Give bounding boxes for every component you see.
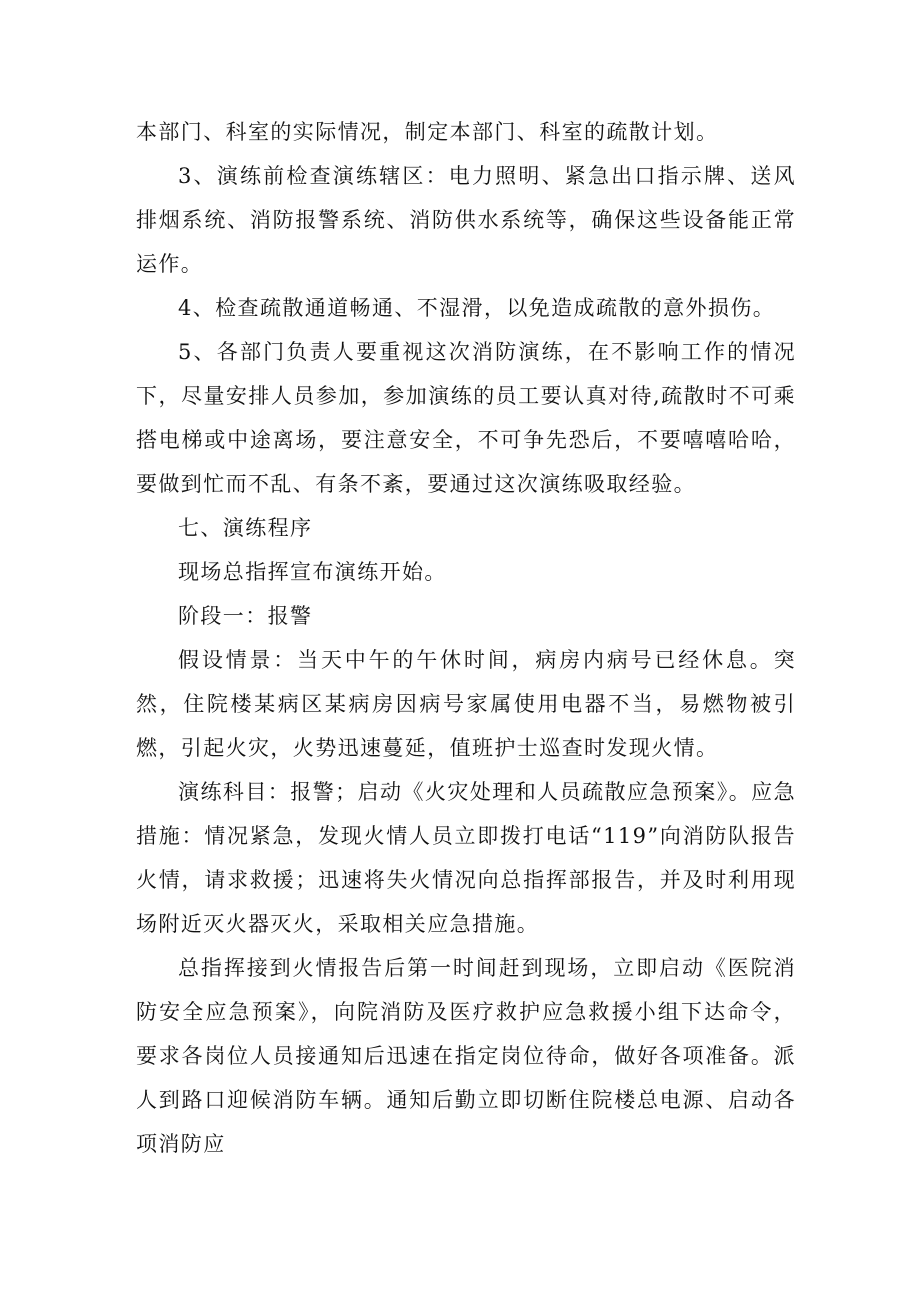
section-heading-drill-procedure: 七、演练程序 — [178, 516, 313, 540]
document-body — [136, 110, 796, 1166]
paragraph-item-4-check-evacuation-route: 4、检查疏散通道畅通、不湿滑，以免造成疏散的意外损伤。 — [178, 296, 776, 320]
paragraph-drill-start: 现场总指挥宣布演练开始。 — [178, 560, 447, 584]
paragraph-item-5-department-heads: 5、各部门负责人要重视这次消防演练，在不影响工作的情况下，尽量安排人员参加，参加演练的员工要认真对待,疏散时不可乘搭电梯或中途离场，要注意安全，不可争先恐后，不要嘻嘻哈哈，要做到忙而不乱、有条不紊，要通过这次演练吸取经验。 — [136, 340, 796, 496]
stage-heading-alarm: 阶段一：报警 — [178, 604, 313, 628]
paragraph-drill-subject: 演练科目：报警；启动《火灾处理和人员疏散应急预案》。应急措施：情况紧急，发现火情人员立即拨打电话“119”向消防队报告火情，请求救援；迅速将失火情况向总指挥部报告，并及时利用现场附近灭火器灭火，采取相关应急措施。 — [136, 780, 796, 936]
paragraph-scenario: 假设情景：当天中午的午休时间，病房内病号已经休息。突然，住院楼某病区某病房因病号家属使用电器不当，易燃物被引燃，引起火灾，火势迅速蔓延，值班护士巡查时发现火情。 — [136, 648, 796, 760]
paragraph-evacuation-plan-continued: 本部门、科室的实际情况，制定本部门、科室的疏散计划。 — [136, 120, 719, 144]
paragraph-item-3-check-drill-area: 3、演练前检查演练辖区：电力照明、紧急出口指示牌、送风排烟系统、消防报警系统、消防供水系统等，确保这些设备能正常运作。 — [136, 164, 796, 276]
paragraph-commander-response: 总指挥接到火情报告后第一时间赶到现场，立即启动《医院消防安全应急预案》，向院消防及医疗救护应急救援小组下达命令，要求各岗位人员接通知后迅速在指定岗位待命，做好各项准备。派人到路口迎候消防车辆。通知后勤立即切断住院楼总电源、启动各项消防应 — [136, 956, 796, 1156]
